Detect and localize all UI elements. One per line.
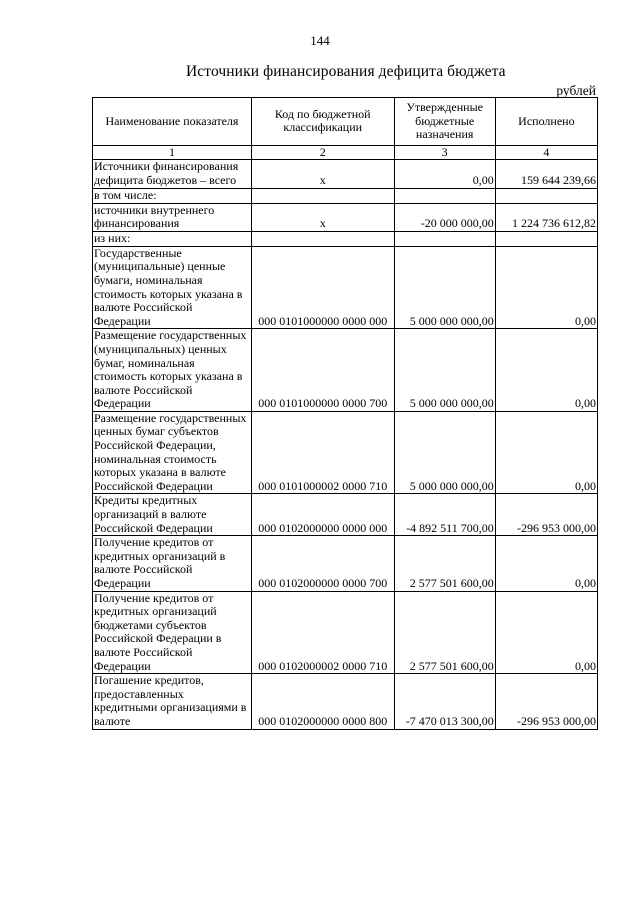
row-name: Погашение кредитов, предоставленных кредитными организациями в валюте — [93, 674, 252, 729]
row-approved: 5 000 000 000,00 — [394, 246, 495, 329]
row-name: Размещение государственных (муниципальных) ценных бумаг, номинальная стоимость которых указана в валюте Российской Федерации — [93, 329, 252, 412]
row-approved: 5 000 000 000,00 — [394, 329, 495, 412]
row-name: в том числе: — [93, 188, 252, 203]
row-name: Получение кредитов от кредитных организаций в валюте Российской Федерации — [93, 536, 252, 591]
row-code: 000 0101000000 0000 000 — [251, 246, 394, 329]
row-approved — [394, 188, 495, 203]
row-executed: -296 953 000,00 — [495, 494, 597, 536]
row-executed: 159 644 239,66 — [495, 160, 597, 188]
row-code: 000 0102000002 0000 710 — [251, 591, 394, 674]
row-code: 000 0102000000 0000 800 — [251, 674, 394, 729]
row-code: 000 0101000002 0000 710 — [251, 411, 394, 494]
row-executed: -296 953 000,00 — [495, 674, 597, 729]
table-row — [93, 494, 598, 536]
column-number: 4 — [495, 145, 597, 160]
row-code — [251, 188, 394, 203]
row-name: Источники финансирования дефицита бюджетов – всего — [93, 160, 252, 188]
row-code: 000 0102000000 0000 000 — [251, 494, 394, 536]
row-executed: 0,00 — [495, 411, 597, 494]
row-executed: 0,00 — [495, 536, 597, 591]
row-executed: 0,00 — [495, 591, 597, 674]
row-executed: 1 224 736 612,82 — [495, 203, 597, 231]
row-approved: -4 892 511 700,00 — [394, 494, 495, 536]
row-name: Получение кредитов от кредитных организаций бюджетами субъектов Российской Федерации в валюте Российской Федерации — [93, 591, 252, 674]
table-row — [93, 160, 598, 188]
row-approved — [394, 231, 495, 246]
row-executed: 0,00 — [495, 329, 597, 412]
document-title: Источники финансирования дефицита бюджета — [186, 63, 506, 80]
table-row — [93, 536, 598, 591]
budget-deficit-sources-table — [92, 97, 598, 730]
row-executed — [495, 231, 597, 246]
page-number: 144 — [310, 33, 330, 48]
column-number-row — [93, 145, 598, 160]
header-name: Наименование показателя — [93, 98, 252, 146]
table-row — [93, 329, 598, 412]
table-row — [93, 231, 598, 246]
row-approved: 2 577 501 600,00 — [394, 591, 495, 674]
row-name: Размещение государственных ценных бумаг субъектов Российской Федерации, номинальная стоимость которых указана в валюте Российской Федерации — [93, 411, 252, 494]
row-name: источники внутреннего финансирования — [93, 203, 252, 231]
row-approved: 2 577 501 600,00 — [394, 536, 495, 591]
units-label: рублей — [556, 83, 596, 98]
table-row — [93, 188, 598, 203]
row-code: x — [251, 203, 394, 231]
row-executed: 0,00 — [495, 246, 597, 329]
row-approved: 5 000 000 000,00 — [394, 411, 495, 494]
column-number: 1 — [93, 145, 252, 160]
row-approved: -20 000 000,00 — [394, 203, 495, 231]
row-approved: 0,00 — [394, 160, 495, 188]
row-name: из них: — [93, 231, 252, 246]
row-name: Кредиты кредитных организаций в валюте Российской Федерации — [93, 494, 252, 536]
row-approved: -7 470 013 300,00 — [394, 674, 495, 729]
table-row — [93, 246, 598, 329]
row-name: Государственные (муниципальные) ценные бумаги, номинальная стоимость которых указана в валюте Российской Федерации — [93, 246, 252, 329]
row-code: 000 0101000000 0000 700 — [251, 329, 394, 412]
row-code: 000 0102000000 0000 700 — [251, 536, 394, 591]
header-approved: Утвержденные бюджетные назначения — [394, 98, 495, 146]
row-executed — [495, 188, 597, 203]
row-code — [251, 231, 394, 246]
header-executed: Исполнено — [495, 98, 597, 146]
column-number: 3 — [394, 145, 495, 160]
header-code: Код по бюджетной классификации — [251, 98, 394, 146]
column-number: 2 — [251, 145, 394, 160]
table-header-row — [93, 98, 598, 146]
table-row — [93, 674, 598, 729]
table-row — [93, 591, 598, 674]
row-code: x — [251, 160, 394, 188]
table-row — [93, 411, 598, 494]
table-row — [93, 203, 598, 231]
